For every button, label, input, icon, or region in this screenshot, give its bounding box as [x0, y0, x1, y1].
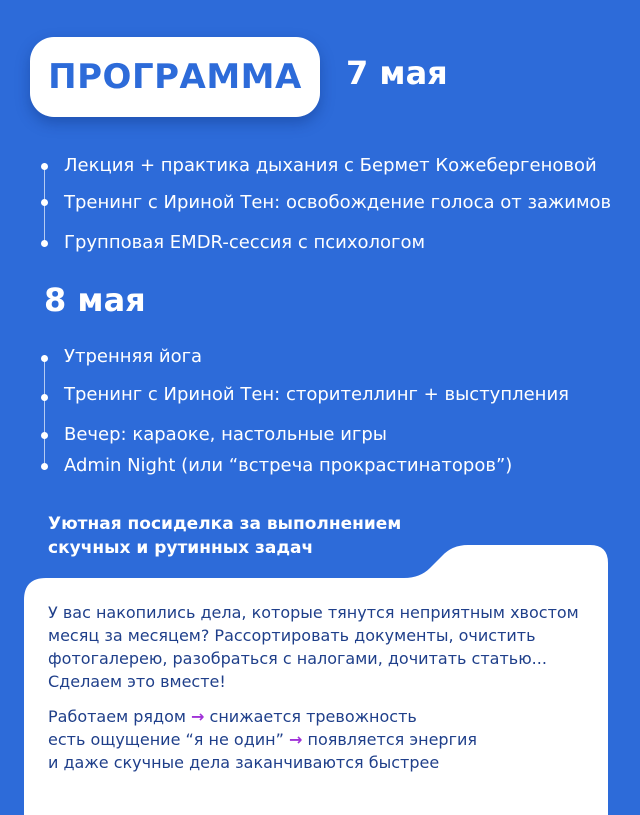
line-part: Работаем рядом — [48, 707, 186, 726]
subtitle-line: Уютная посиделка за выполнением — [48, 514, 402, 534]
card-line: и даже скучные дела заканчиваются быстрее — [48, 753, 440, 772]
bullet-dot — [41, 163, 48, 170]
card-line — [48, 705, 588, 728]
line-part: появляется энергия — [307, 730, 477, 749]
title-badge — [30, 37, 320, 117]
card-line: фотогалерею, разобраться с налогами, дочитать статью... — [48, 649, 547, 668]
day1-item: Лекция + практика дыхания с Бермет Кожебергеновой — [64, 155, 597, 176]
subtitle-line: скучных и рутинных задач — [48, 538, 314, 558]
day2-item: Тренинг с Ириной Тен: сторителлинг + выступления — [64, 384, 569, 405]
bullet-dot — [41, 240, 48, 247]
day2-date: 8 мая — [44, 281, 146, 319]
bullet-dot — [41, 355, 48, 362]
card-paragraph-1 — [48, 601, 588, 693]
timeline-line-day2 — [44, 355, 45, 470]
line-part: есть ощущение “я не один” — [48, 730, 284, 749]
card-line: У вас накопились дела, которые тянутся неприятным хвостом — [48, 603, 579, 622]
page-title: ПРОГРАММА — [48, 57, 302, 97]
card-paragraph-2 — [48, 705, 588, 774]
line-part: снижается тревожность — [209, 707, 417, 726]
arrow-right-icon: → — [191, 707, 205, 726]
card-line: месяц за месяцем? Рассортировать документы, очистить — [48, 626, 536, 645]
bullet-dot — [41, 432, 48, 439]
day1-date: 7 мая — [346, 54, 448, 92]
bullet-dot — [41, 394, 48, 401]
day1-item: Тренинг с Ириной Тен: освобождение голоса от зажимов — [64, 192, 612, 213]
card-line: Сделаем это вместе! — [48, 672, 226, 691]
arrow-right-icon: → — [289, 730, 303, 749]
bullet-dot — [41, 199, 48, 206]
card-line — [48, 728, 588, 751]
day2-item: Вечер: караоке, настольные игры — [64, 424, 387, 445]
day2-item: Admin Night (или “встреча прокрастинаторов”) — [64, 455, 513, 476]
day1-item: Групповая EMDR-сессия с психологом — [64, 232, 426, 253]
day2-item: Утренняя йога — [64, 346, 203, 367]
bullet-dot — [41, 463, 48, 470]
